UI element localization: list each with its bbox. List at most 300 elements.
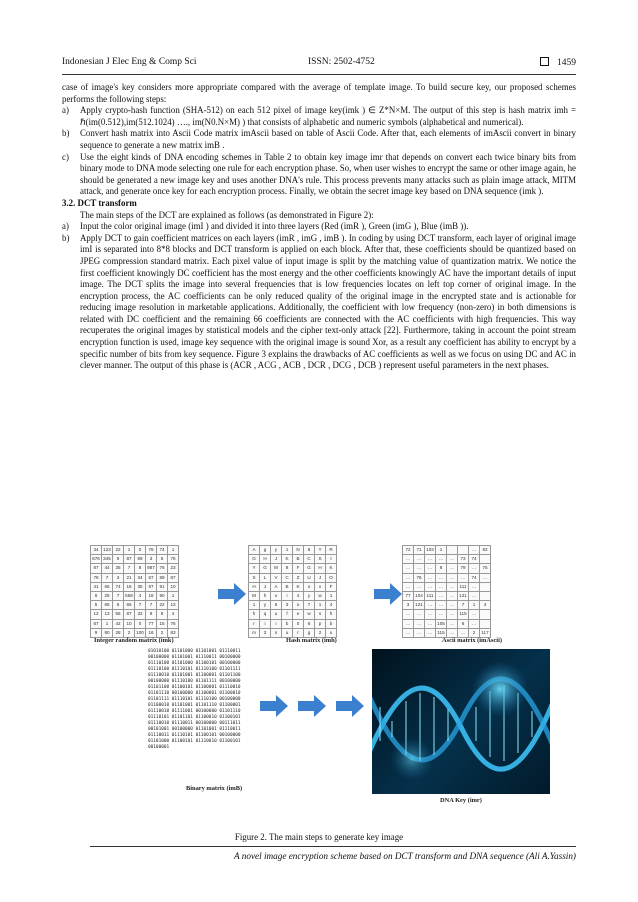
matrix-cell: 103 [425,546,436,555]
matrix-cell: B [282,582,293,591]
hash-matrix-label: Hash matrix (imh) [286,637,337,644]
step-text: Apply crypto-hash function (SHA-512) on each 512 pixel of image key(imk ) ∈ Z*N×M. The output of this step is hash matrix imh = ℏ(im(0.512),im(512.1024) …., im(N0.N×M) ) that consists of alphabetic and numeric symbols (alphabetical and numerical). [80,105,576,127]
matrix-cell: 6 [271,601,282,610]
matrix-cell: 76 [146,546,157,555]
matrix-row [91,564,179,573]
matrix-cell: … [403,573,414,582]
matrix-row [403,601,491,610]
matrix-cell: 73 [458,555,469,564]
matrix-cell: 22 [157,601,168,610]
matrix-cell: 16 [146,628,157,637]
matrix-row [403,546,491,555]
matrix-cell: … [425,582,436,591]
matrix-row [403,591,491,600]
matrix-cell: … [425,628,436,637]
matrix-cell: 8 [282,564,293,573]
matrix-cell: 3 [113,573,124,582]
matrix-cell: 71 [414,546,425,555]
matrix-cell: b [326,619,337,628]
matrix-cell: 3 [260,628,271,637]
dna-helix-icon [372,649,550,794]
matrix-cell: … [425,601,436,610]
matrix-cell: e [293,610,304,619]
intro-paragraph: case of image's key considers more appropriate compared with the average of template image. To build secure key, our proposed schemes performs the following steps: [62,82,576,104]
matrix-cell [447,546,458,555]
matrix-cell: … [403,610,414,619]
matrix-row [91,591,179,600]
matrix-cell: q [260,610,271,619]
dna-helix-image [372,649,550,794]
matrix-cell: 2 [315,628,326,637]
step-b [62,128,576,151]
matrix-cell: 87 [124,610,135,619]
matrix-cell: … [425,555,436,564]
matrix-cell: K [293,582,304,591]
matrix-cell: … [414,582,425,591]
step-text: Convert hash matrix into Ascii Code matrix imAscii based on table of Ascii Code. After that, each elements of imAscii convert in binary sequence to generate a new matrix imB . [80,128,576,150]
matrix-cell: 44 [102,564,113,573]
matrix-cell: 35 [113,564,124,573]
matrix-cell: … [414,555,425,564]
matrix-cell: … [436,573,447,582]
matrix-cell: … [447,591,458,600]
matrix-row [249,619,337,628]
section-heading: 3.2. DCT transform [62,197,137,208]
matrix-cell: 77 [146,619,157,628]
matrix-cell: C [304,555,315,564]
matrix-cell: 74 [113,582,124,591]
matrix-cell: 7 [124,564,135,573]
matrix-cell: b [282,619,293,628]
step-a [62,105,576,128]
integer-matrix-label: Integer random matrix (imk) [94,637,174,644]
matrix-cell: 3 [403,601,414,610]
matrix-cell: … [436,601,447,610]
matrix-cell: 91 [157,582,168,591]
matrix-cell: … [469,582,480,591]
matrix-cell: G [260,564,271,573]
matrix-cell: 10 [124,619,135,628]
item-text: Input the color original image (imI ) and divided it into three layers (Red (imR ), Green (imG ), Blue (imB )). [80,221,469,232]
matrix-cell: 7 [304,601,315,610]
matrix-cell: 28 [113,628,124,637]
step-c [62,152,576,198]
matrix-row [91,573,179,582]
matrix-cell: 4 [480,601,491,610]
matrix-cell: … [480,573,491,582]
matrix-cell: … [436,582,447,591]
matrix-cell: … [447,628,458,637]
matrix-cell: 115 [458,610,469,619]
matrix-cell: B [293,555,304,564]
matrix-cell: 104 [414,591,425,600]
matrix-cell [458,546,469,555]
matrix-cell: … [425,564,436,573]
matrix-cell: … [425,610,436,619]
matrix-cell: o [304,582,315,591]
matrix-cell: 9 [146,610,157,619]
integer-matrix-grid [90,545,179,638]
matrix-cell: 4 [168,610,179,619]
matrix-cell: … [403,555,414,564]
matrix-row [403,573,491,582]
matrix-cell: A [271,582,282,591]
matrix-cell: i [260,619,271,628]
matrix-cell: 111 [458,582,469,591]
matrix-cell: 25 [102,591,113,600]
matrix-cell: 8 [135,564,146,573]
matrix-row [249,610,337,619]
matrix-cell: 121 [414,601,425,610]
figure-2 [90,545,550,807]
matrix-cell: 876 [91,555,102,564]
matrix-cell: U [304,573,315,582]
matrix-cell: … [447,619,458,628]
matrix-row [403,582,491,591]
matrix-cell: K [326,564,337,573]
matrix-cell: Y [249,564,260,573]
matrix-cell: r [249,619,260,628]
running-header [62,57,576,71]
matrix-cell: … [458,573,469,582]
page-number-wrap [540,57,576,68]
matrix-cell: … [447,573,458,582]
matrix-cell: x [315,582,326,591]
matrix-cell: 34 [91,546,102,555]
matrix-cell: J [271,555,282,564]
arrow-right-icon [298,695,326,717]
matrix-row [249,601,337,610]
matrix-cell: y [271,546,282,555]
matrix-cell [480,591,491,600]
figure-caption: Figure 2. The main steps to generate key image [234,832,404,842]
matrix-cell: 1 [469,601,480,610]
matrix-cell: 42 [113,619,124,628]
matrix-cell: 67 [91,619,102,628]
matrix-cell: … [403,564,414,573]
matrix-cell: u [282,628,293,637]
matrix-cell: F [293,564,304,573]
matrix-cell: 6 [458,619,469,628]
matrix-cell: 12 [91,610,102,619]
matrix-cell: 1 [315,601,326,610]
matrix-cell: 87 [124,555,135,564]
matrix-cell: h [249,610,260,619]
matrix-cell: … [414,564,425,573]
matrix-row [249,582,337,591]
item-marker: a) [62,221,69,232]
matrix-cell: 55 [113,610,124,619]
matrix-cell: R [326,546,337,555]
matrix-cell: Y [315,546,326,555]
dna-key-label: DNA Key (imr) [440,797,482,804]
matrix-cell [480,582,491,591]
matrix-cell: y [260,601,271,610]
matrix-row [403,610,491,619]
matrix-cell: f [282,610,293,619]
matrix-cell: s [271,628,282,637]
matrix-cell: 6 [91,591,102,600]
matrix-cell: h [326,610,337,619]
arrow-right-icon [374,583,402,605]
matrix-cell: … [436,610,447,619]
matrix-cell: 76 [157,564,168,573]
matrix-cell: M [271,564,282,573]
matrix-cell: 4 [293,591,304,600]
matrix-cell: … [447,601,458,610]
issn: ISSN: 2502-4752 [308,57,375,67]
binary-matrix-text: 01010100 01101000 01101001 01110011 00100000 01101001 01110011 00100000 01110100 01101000 01100101 00100000 01110100 01110101 01110100 01101111 01110010 01101001 01100001 01101100 00100000 01110100 01101111 00100000 01101100 01100101 01100001 01110010 01101110 00100000 01100001 01100010 01101111 01110101 01110100 00100000 01100010 01101001 01101110 01100001 01110010 01111001 00100000 01101110 01110101 01101101 01100010 01100101 01110010 01110011 00100000 00111011 00101001 00100000 01101001 01110011 01110011 01110101 01100101 00100000 01101000 01100101 01110010 01100101 00100001 [148,649,241,750]
matrix-cell [480,619,491,628]
matrix-cell: 1 [168,546,179,555]
matrix-cell: 21 [124,573,135,582]
matrix-cell: J [315,573,326,582]
matrix-cell: 9 [91,628,102,637]
matrix-cell: h [260,591,271,600]
matrix-cell: 4 [135,591,146,600]
matrix-cell: 76 [414,573,425,582]
matrix-cell: … [447,564,458,573]
matrix-cell [480,555,491,564]
matrix-cell: 18 [146,591,157,600]
matrix-cell: L [260,573,271,582]
matrix-cell: … [447,555,458,564]
matrix-cell: o [271,591,282,600]
matrix-cell: … [436,591,447,600]
matrix-cell: S [249,573,260,582]
matrix-row [91,619,179,628]
matrix-cell: 7 [135,601,146,610]
matrix-cell: … [469,619,480,628]
matrix-cell: 1 [326,591,337,600]
matrix-row [403,628,491,637]
matrix-cell: 87 [91,564,102,573]
dct-item-b [62,233,576,372]
matrix-cell: F [326,582,337,591]
item-text: Apply DCT to gain coefficient matrices on each layers (imR , imG , imB ). In coding by using DCT transform, each layer of original image imI is separated into 8*8 blocks and DCT transform is applied on each block. After that, these coefficients should be quantized based on JPEG compression standard matrix. Each pixel value of input image is split by the matching value of quantization matrix. We notice the first coefficient knowingly DC coefficient has the most energy and the other coefficients knowingly AC have the important details of input image. The DCT splits the image into several frequencies that is low frequencies locates on left top corner of original image. In the encryption process, the AC coefficients can be only reduced quality of the original image in the encrypted state and is actionable for reducing image resolution in marketable applications. Additionally, the coefficient with low frequency (non-zero) in both dimensions is related with DC coefficient and the remaining 66 coefficients are connected with the AC coefficients with high frequencies. This way recuperates the original images by statistical models and the cipher text-only attack [22]. Furthermore, taking in account the point stream encryption function is used, image key sequence with the original image is sound Xor, as a result any coefficient has ability to encrypt by a specific number of bits from key sequence. Figure 3 explains the drawbacks of AC coefficients as well as we focus on using DC and AC in clever manner. The output of this phase is (ACR , ACG , ACB , DCR , DCG , DCB ) represent useful parameters in the next phases. [80,232,576,371]
matrix-cell: 7 [102,573,113,582]
matrix-cell: g [260,546,271,555]
matrix-cell: 1 [168,591,179,600]
matrix-cell: u [271,610,282,619]
matrix-row [403,619,491,628]
matrix-cell: 2 [157,628,168,637]
matrix-cell: 74 [157,546,168,555]
header-rule [62,74,576,75]
matrix-cell: 658 [124,591,135,600]
matrix-cell: 6 [304,619,315,628]
matrix-cell: G [249,555,260,564]
matrix-cell: 7 [458,601,469,610]
matrix-cell: i [271,619,282,628]
matrix-cell: 9 [113,555,124,564]
matrix-cell: 76 [168,619,179,628]
matrix-row [249,573,337,582]
matrix-row [91,546,179,555]
journal-name: Indonesian J Elec Eng & Comp Sci [62,57,197,67]
matrix-cell: 4 [326,601,337,610]
matrix-cell: … [458,628,469,637]
arrow-right-icon [260,695,288,717]
matrix-cell: … [414,610,425,619]
matrix-cell: 1 [282,546,293,555]
matrix-cell: … [425,573,436,582]
step-text: Use the eight kinds of DNA encoding schemes in Table 2 to obtain key image imr that depends on convert each twice binary bits from binary mode to DNA mode selecting one rule for each encryption phase. So, when user wishes to encrypt the same or other image again, he should be generated a new image key and uses another DNA's rule. This process prevents many attacks such as plain image attack, MITM attack, and generate once key for each encryption process. Finally, we obtain the secret image key based on DNA sequence (imk ). [80,151,576,197]
arrow-right-icon [218,583,246,605]
matrix-cell: … [414,619,425,628]
paper-page [62,0,576,902]
matrix-cell: 7 [113,591,124,600]
matrix-cell: s [315,610,326,619]
matrix-cell: 6 [113,601,124,610]
matrix-cell: H [315,564,326,573]
matrix-cell: 8 [304,546,315,555]
matrix-cell: … [469,610,480,619]
matrix-cell: 75 [480,564,491,573]
matrix-cell: 115 [436,628,447,637]
matrix-cell: S [315,555,326,564]
matrix-cell: 77 [403,591,414,600]
matrix-cell: … [447,582,458,591]
matrix-cell: 111 [425,591,436,600]
matrix-cell: … [403,582,414,591]
matrix-cell: A [249,546,260,555]
matrix-row [249,591,337,600]
matrix-cell: … [447,610,458,619]
matrix-cell: u [326,628,337,637]
matrix-cell: 22 [113,546,124,555]
matrix-cell: 74 [469,573,480,582]
matrix-cell: 34 [135,573,146,582]
matrix-row [91,628,179,637]
matrix-cell: 32 [135,610,146,619]
matrix-cell: 345 [102,555,113,564]
matrix-cell: 79 [458,564,469,573]
matrix-cell: r [293,628,304,637]
step-marker: c) [62,151,69,162]
ascii-matrix-grid [402,545,491,638]
matrix-cell: 123 [102,546,113,555]
matrix-cell: 90 [102,628,113,637]
matrix-cell: 105 [436,619,447,628]
matrix-cell: 5 [157,555,168,564]
matrix-cell: 66 [124,601,135,610]
matrix-cell: 87 [168,573,179,582]
matrix-cell: … [469,564,480,573]
matrix-cell: 3 [146,555,157,564]
ascii-matrix-label: Ascii matrix (imAscii) [442,637,502,644]
matrix-cell: … [425,619,436,628]
matrix-cell: i [282,591,293,600]
matrix-cell: w [315,591,326,600]
matrix-cell: G [304,564,315,573]
matrix-cell: 1 [124,546,135,555]
matrix-cell: o [293,601,304,610]
matrix-cell: t [326,555,337,564]
matrix-cell: 117 [480,628,491,637]
matrix-cell: 65 [102,582,113,591]
matrix-cell: 72 [403,546,414,555]
step-marker: a) [62,105,69,116]
matrix-cell: … [403,628,414,637]
matrix-cell: H [249,582,260,591]
matrix-cell: 3 [282,601,293,610]
matrix-cell: 76 [168,555,179,564]
matrix-cell: p [315,619,326,628]
matrix-cell: 35 [135,582,146,591]
matrix-cell: 13 [102,610,113,619]
matrix-cell: 10 [168,582,179,591]
matrix-cell: 5 [91,601,102,610]
step-marker: b) [62,128,70,139]
matrix-cell: 100 [135,628,146,637]
matrix-row [403,564,491,573]
matrix-cell: 89 [135,555,146,564]
matrix-cell: 2 [469,628,480,637]
running-footer: A novel image encryption scheme based on DCT transform and DNA sequence (Ali A.Yassin) [234,851,576,861]
matrix-cell: 15 [157,619,168,628]
matrix-cell: 23 [168,564,179,573]
matrix-cell: 82 [480,546,491,555]
matrix-cell: 8 [157,610,168,619]
matrix-row [249,564,337,573]
arrow-right-icon [336,695,364,717]
matrix-cell: 67 [146,573,157,582]
matrix-cell: … [469,546,480,555]
matrix-cell: 1 [102,619,113,628]
matrix-cell: 0 [135,546,146,555]
footer-rule [90,846,576,847]
matrix-cell: 0 [135,619,146,628]
matrix-cell: 89 [157,573,168,582]
matrix-cell: H [260,555,271,564]
checkbox-square-icon [540,57,549,66]
matrix-row [91,582,179,591]
matrix-cell: 121 [458,591,469,600]
matrix-cell: … [436,555,447,564]
matrix-cell: 74 [469,555,480,564]
matrix-cell: M [249,591,260,600]
matrix-cell: … [469,591,480,600]
matrix-cell: C [282,573,293,582]
matrix-cell: 8 [436,564,447,573]
matrix-cell: J [260,582,271,591]
matrix-cell: N [293,546,304,555]
matrix-cell: 13 [168,601,179,610]
matrix-row [249,555,337,564]
matrix-cell: 18 [124,582,135,591]
matrix-cell: K [282,555,293,564]
matrix-cell: g [304,628,315,637]
matrix-cell: y [304,591,315,600]
matrix-row [91,555,179,564]
matrix-cell: 7 [146,601,157,610]
matrix-cell: … [414,628,425,637]
matrix-cell: … [403,619,414,628]
matrix-cell [480,610,491,619]
matrix-cell: 1 [249,601,260,610]
matrix-cell: V [271,573,282,582]
dct-item-a [62,221,576,233]
matrix-row [249,546,337,555]
matrix-cell: 1 [436,546,447,555]
matrix-cell: O [326,573,337,582]
matrix-cell: 2 [124,628,135,637]
matrix-row [91,601,179,610]
matrix-cell: 65 [102,601,113,610]
matrix-row [91,610,179,619]
matrix-cell: 0 [293,619,304,628]
